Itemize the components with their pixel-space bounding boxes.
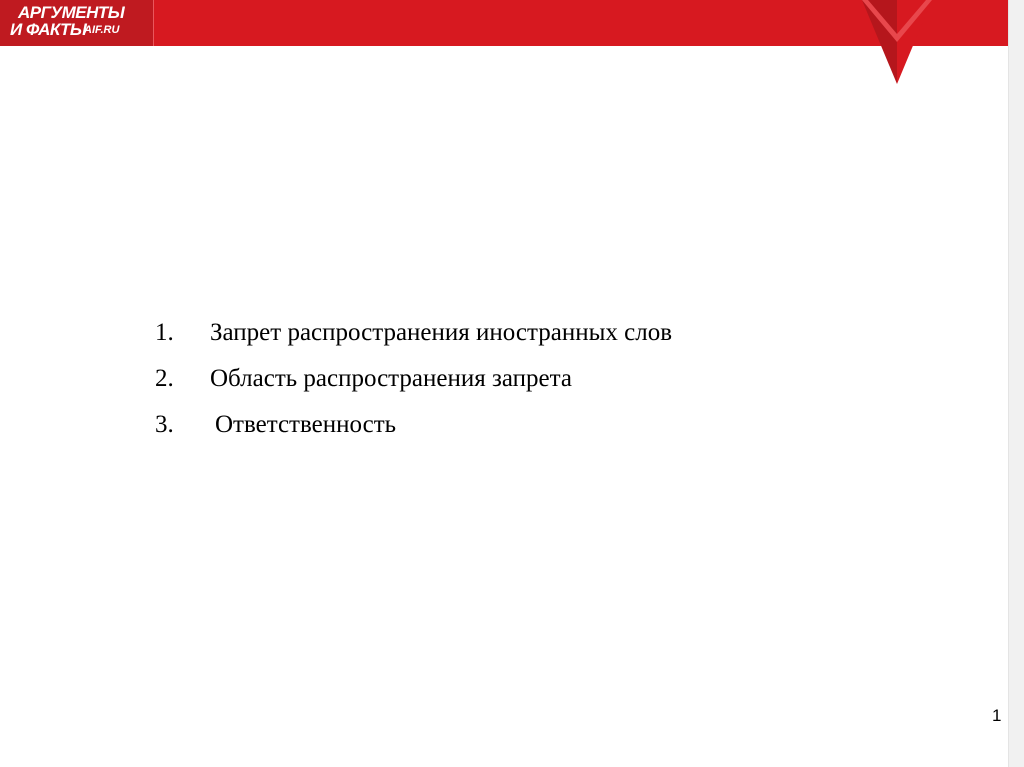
logo-line-2: И ФАКТЫ — [10, 20, 87, 39]
agenda-item — [155, 360, 672, 406]
agenda-item-text: Запрет распространения иностранных слов — [210, 319, 673, 346]
agenda-item — [155, 314, 672, 360]
scrollbar[interactable] — [1008, 0, 1024, 767]
page-number: 1 — [992, 706, 1002, 725]
chevron-down-icon — [862, 0, 932, 84]
header-bar — [0, 0, 1008, 46]
agenda-item — [155, 406, 672, 452]
aif-logo — [0, 0, 154, 46]
agenda-item-number: 1. — [155, 319, 174, 346]
logo-line-1: АРГУМЕНТЫ — [18, 3, 125, 22]
agenda-item-text: Ответственность — [215, 411, 397, 438]
agenda-item-number: 3. — [155, 411, 174, 438]
agenda-list — [155, 314, 672, 452]
agenda-item-text: Область распространения запрета — [210, 365, 572, 392]
agenda-item-number: 2. — [155, 365, 174, 392]
logo-domain: AIF.RU — [84, 24, 120, 36]
